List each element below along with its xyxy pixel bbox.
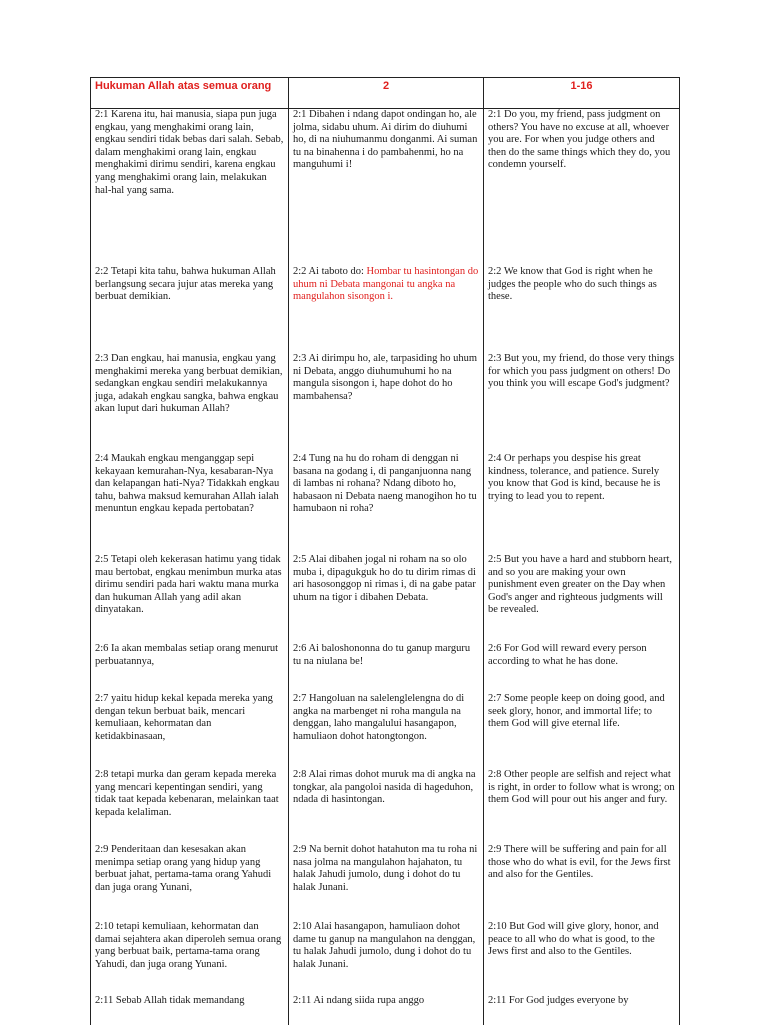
indonesian-cell: 2:4 Maukah engkau menganggap sepi kekayaan kemurahan-Nya, kesabaran-Nya dan kelapangan hati-Nya? Tidakkah engkau tahu, bahwa maksud kemurahan Allah ialah menuntun engkau kepada pertobatan?: [91, 453, 289, 554]
indonesian-cell: 2:6 Ia akan membalas setiap orang menurut perbuatannya,: [91, 643, 289, 693]
english-cell: 2:2 We know that God is right when he judges the people who do such things as these.: [484, 266, 680, 353]
english-cell: 2:6 For God will reward every person according to what he has done.: [484, 643, 680, 693]
table-row: [91, 693, 680, 769]
english-cell: 2:4 Or perhaps you despise his great kindness, tolerance, and patience. Surely you know that God is kind, because he is trying to lead you to repent.: [484, 453, 680, 554]
header-verse-range: 1-16: [484, 78, 680, 109]
indonesian-cell: 2:7 yaitu hidup kekal kepada mereka yang dengan tekun berbuat baik, mencari kemuliaan, kehormatan dan ketidakbinasaan,: [91, 693, 289, 769]
table-row: [91, 995, 680, 1025]
batak-cell: 2:6 Ai baloshononna do tu ganup marguru tu na niulana be!: [289, 643, 484, 693]
indonesian-cell: 2:10 tetapi kemuliaan, kehormatan dan damai sejahtera akan diperoleh semua orang yang berbuat baik, pertama-tama orang Yahudi, dan juga orang Yunani.: [91, 921, 289, 995]
table-row: [91, 109, 680, 267]
batak-cell: 2:4 Tung na hu do roham di denggan ni basana na godang i, di panganjuonna nang di lambas ni rohana? Ndang diboto ho, habasaon ni Debata naeng manogihon ho tu hamubaon ni roha?: [289, 453, 484, 554]
table-row: [91, 769, 680, 844]
batak-cell: 2:3 Ai dirimpu ho, ale, tarpasiding ho uhum ni Debata, anggo diuhumuhumi ho na mangula sisongon i, hape dohot do ho mambahensa?: [289, 353, 484, 453]
table-row: [91, 643, 680, 693]
indonesian-cell: 2:3 Dan engkau, hai manusia, engkau yang menghakimi mereka yang berbuat demikian, sedangkan engkau sendiri melakukannya juga, adakah engkau sangka, bahwa engkau akan luput dari hukuman Allah?: [91, 353, 289, 453]
batak-cell: 2:10 Alai hasangapon, hamuliaon dohot dame tu ganup na mangulahon na denggan, tu halak Jahudi jumolo, dung i dohot do tu halak Junani.: [289, 921, 484, 995]
batak-cell: 2:8 Alai rimas dohot muruk ma di angka na tongkar, ala pangoloi nasida di hageduhon, ndada di hasintongan.: [289, 769, 484, 844]
batak-highlighted-text: Hombar tu hasintongan do uhum ni Debata mangonai tu angka na mangulahon sisongon i.: [293, 266, 479, 303]
verse-comparison-table: [90, 77, 680, 1025]
batak-text: 2:2 Ai taboto do:: [293, 266, 367, 277]
english-cell: 2:5 But you have a hard and stubborn heart, and so you are making your own punishment even greater on the Day when God's anger and righteous judgments will be revealed.: [484, 554, 680, 643]
table-row: [91, 921, 680, 995]
english-cell: 2:9 There will be suffering and pain for all those who do what is evil, for the Jews first and also for the Gentiles.: [484, 844, 680, 921]
batak-cell: 2:5 Alai dibahen jogal ni roham na so olo muba i, dipagukguk ho do tu dirim rimas di ari hasosonggop ni rimas i, di na gabe patar uhum na tigor i dibahen Debata.: [289, 554, 484, 643]
table-row: [91, 353, 680, 453]
indonesian-cell: 2:11 Sebab Allah tidak memandang: [91, 995, 289, 1025]
batak-cell: 2:11 Ai ndang siida rupa anggo: [289, 995, 484, 1025]
indonesian-cell: 2:1 Karena itu, hai manusia, siapa pun juga engkau, yang menghakimi orang lain, engkau sendiri tidak bebas dari salah. Sebab, dalam menghakimi orang lain, engkau menghakimi dirimu sendiri, karena engkau yang menghakimi orang lain, melakukan hal-hal yang sama.: [91, 109, 289, 267]
english-cell: 2:8 Other people are selfish and reject what is right, in order to follow what is wrong; on them God will pour out his anger and fury.: [484, 769, 680, 844]
english-cell: 2:3 But you, my friend, do those very things for which you pass judgment on others! Do you think you will escape God's judgment?: [484, 353, 680, 453]
indonesian-cell: 2:5 Tetapi oleh kekerasan hatimu yang tidak mau bertobat, engkau menimbun murka atas dirimu sendiri pada hari waktu mana murka dan hukuman Allah yang adil akan dinyatakan.: [91, 554, 289, 643]
batak-cell: 2:1 Dibahen i ndang dapot ondingan ho, ale jolma, sidabu uhum. Ai dirim do diuhumi ho, di na niuhumanmu donganmi. Ai suman tu na binahenna i do pambahenmi, ho na manguhumi i!: [289, 109, 484, 267]
table-row: [91, 453, 680, 554]
table-row: [91, 266, 680, 353]
batak-cell: 2:9 Na bernit dohot hatahuton ma tu roha ni nasa jolma na mangulahon hajahaton, tu halak Jahudi jumolo, dung i dohot do tu halak Junani.: [289, 844, 484, 921]
table-row: [91, 844, 680, 921]
batak-cell: [289, 266, 484, 353]
indonesian-cell: 2:2 Tetapi kita tahu, bahwa hukuman Allah berlangsung secara jujur atas mereka yang berbuat demikian.: [91, 266, 289, 353]
header-chapter: 2: [289, 78, 484, 109]
english-cell: 2:7 Some people keep on doing good, and seek glory, honor, and immortal life; to them God will give eternal life.: [484, 693, 680, 769]
header-title: Hukuman Allah atas semua orang: [91, 78, 289, 109]
english-cell: 2:11 For God judges everyone by: [484, 995, 680, 1025]
batak-cell: 2:7 Hangoluan na salelenglelengna do di angka na marbenget ni roha mangula na denggan, laho mangalului hasangapon, hamuliaon dohot hatongtongon.: [289, 693, 484, 769]
english-cell: 2:1 Do you, my friend, pass judgment on others? You have no excuse at all, whoever you are. For when you judge others and then do the same things which they do, you condemn yourself.: [484, 109, 680, 267]
indonesian-cell: 2:9 Penderitaan dan kesesakan akan menimpa setiap orang yang hidup yang berbuat jahat, pertama-tama orang Yahudi dan juga orang Yunani,: [91, 844, 289, 921]
english-cell: 2:10 But God will give glory, honor, and peace to all who do what is good, to the Jews first and also to the Gentiles.: [484, 921, 680, 995]
indonesian-cell: 2:8 tetapi murka dan geram kepada mereka yang mencari kepentingan sendiri, yang tidak taat kepada kebenaran, melainkan taat kepada kelaliman.: [91, 769, 289, 844]
table-row: [91, 554, 680, 643]
table-header-row: [91, 78, 680, 109]
